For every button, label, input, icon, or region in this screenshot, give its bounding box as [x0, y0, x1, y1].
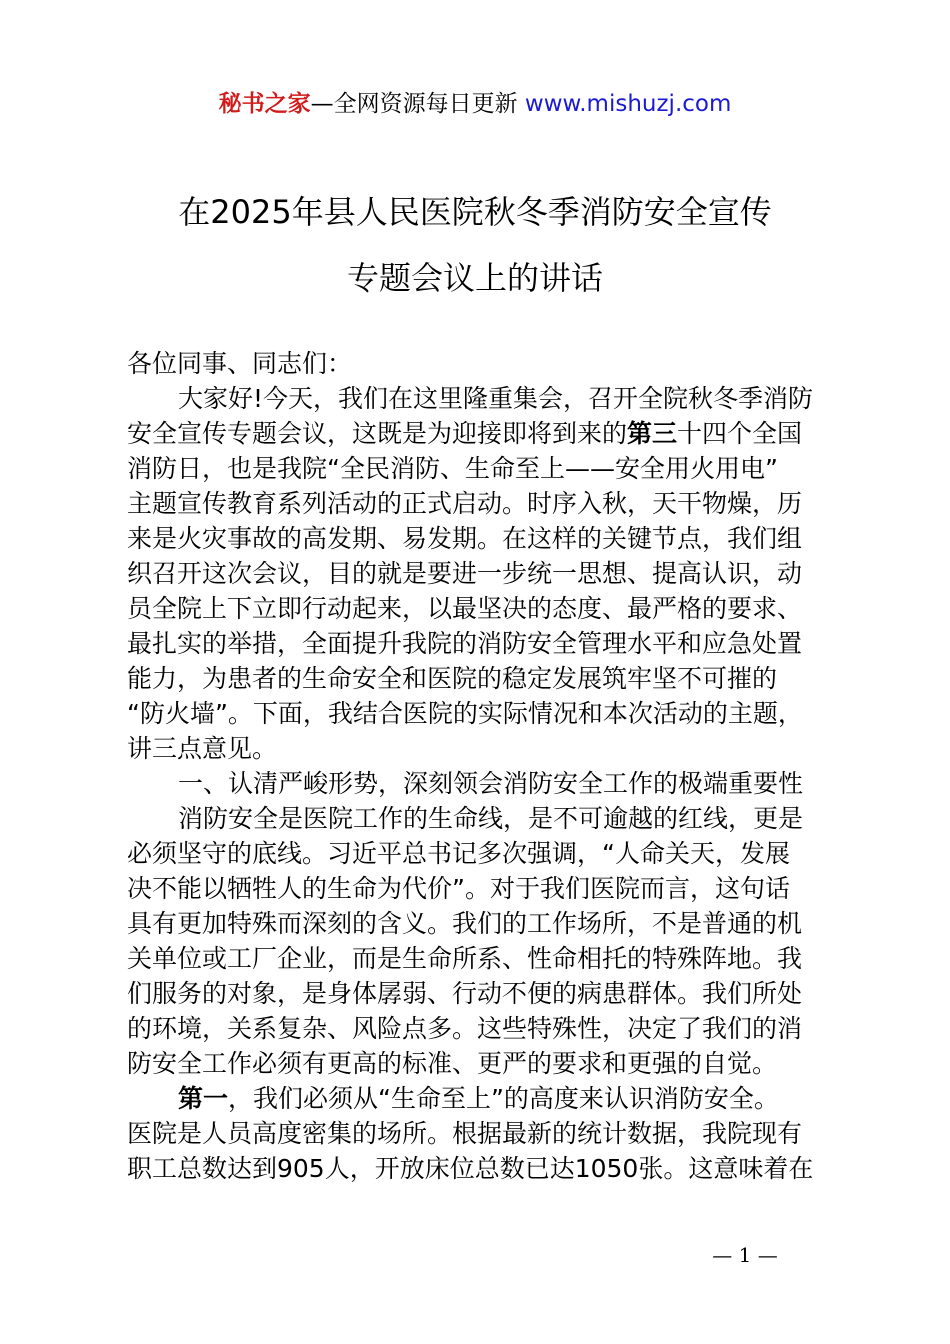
text-line: 安全宣传专题会议，这既是为迎接即将到来的第三十四个全国 [127, 419, 803, 448]
text-line: 具有更加特殊而深刻的含义。我们的工作场所，不是普通的机 [127, 909, 803, 938]
text-line: 第一，我们必须从“生命至上”的高度来认识消防安全。 [178, 1084, 779, 1113]
brand-name: 秘书之家 [218, 91, 311, 117]
banner-tagline: —全网资源每日更新 [310, 91, 518, 117]
text-line: 的环境，关系复杂、风险点多。这些特殊性，决定了我们的消 [127, 1014, 803, 1043]
text-line: 防安全工作必须有更高的标准、更严的要求和更强的自觉。 [127, 1049, 778, 1078]
text-line: 员全院上下立即行动起来，以最坚决的态度、最严格的要求、 [127, 594, 803, 623]
text-line: 决不能以牺牲人的生命为代价”。对于我们医院而言，这句话 [127, 874, 790, 903]
site-url-link[interactable]: www.mishuzj.com [524, 91, 732, 117]
text-line: 来是火灾事故的高发期、易发期。在这样的关键节点，我们组 [127, 524, 803, 553]
text-line: “防火墙”。下面，我结合医院的实际情况和本次活动的主题， [127, 699, 803, 728]
text-line: 大家好!今天，我们在这里隆重集会，召开全院秋冬季消防 [178, 384, 814, 413]
text-line: 消防日，也是我院“全民消防、生命至上——安全用火用电” [127, 454, 778, 483]
text-line: 能力，为患者的生命安全和医院的稳定发展筑牢坚不可摧的 [127, 664, 778, 693]
text-line: 关单位或工厂企业，而是生命所系、性命相托的特殊阵地。我 [127, 944, 803, 973]
text-line: 织召开这次会议，目的就是要进一步统一思想、提高认识，动 [127, 559, 803, 588]
section-heading-1: 一、认清严峻形势，深刻领会消防安全工作的极端重要性 [178, 769, 804, 798]
page-number: — 1 — [712, 1243, 778, 1267]
text-line: 职工总数达到905人，开放床位总数已达1050张。这意味着在 [127, 1154, 814, 1183]
text-line: 主题宣传教育系列活动的正式启动。时序入秋，天干物燥，历 [127, 489, 803, 518]
site-banner [0, 88, 950, 120]
text-line: 讲三点意见。 [127, 734, 278, 763]
document-body [127, 346, 837, 1186]
text-line: 必须坚守的底线。习近平总书记多次强调，“人命关天，发展 [127, 839, 790, 868]
text-line: 最扎实的举措，全面提升我院的消防安全管理水平和应急处置 [127, 629, 803, 658]
text-line: 们服务的对象，是身体孱弱、行动不便的病患群体。我们所处 [127, 979, 803, 1008]
document-title-line-2: 专题会议上的讲话 [346, 259, 603, 297]
salutation: 各位同事、同志们： [127, 349, 353, 378]
document-title-line-1: 在2025年县人民医院秋冬季消防安全宣传 [178, 193, 772, 231]
text-line: 医院是人员高度密集的场所。根据最新的统计数据，我院现有 [127, 1119, 803, 1148]
text-line: 消防安全是医院工作的生命线，是不可逾越的红线，更是 [178, 804, 804, 833]
